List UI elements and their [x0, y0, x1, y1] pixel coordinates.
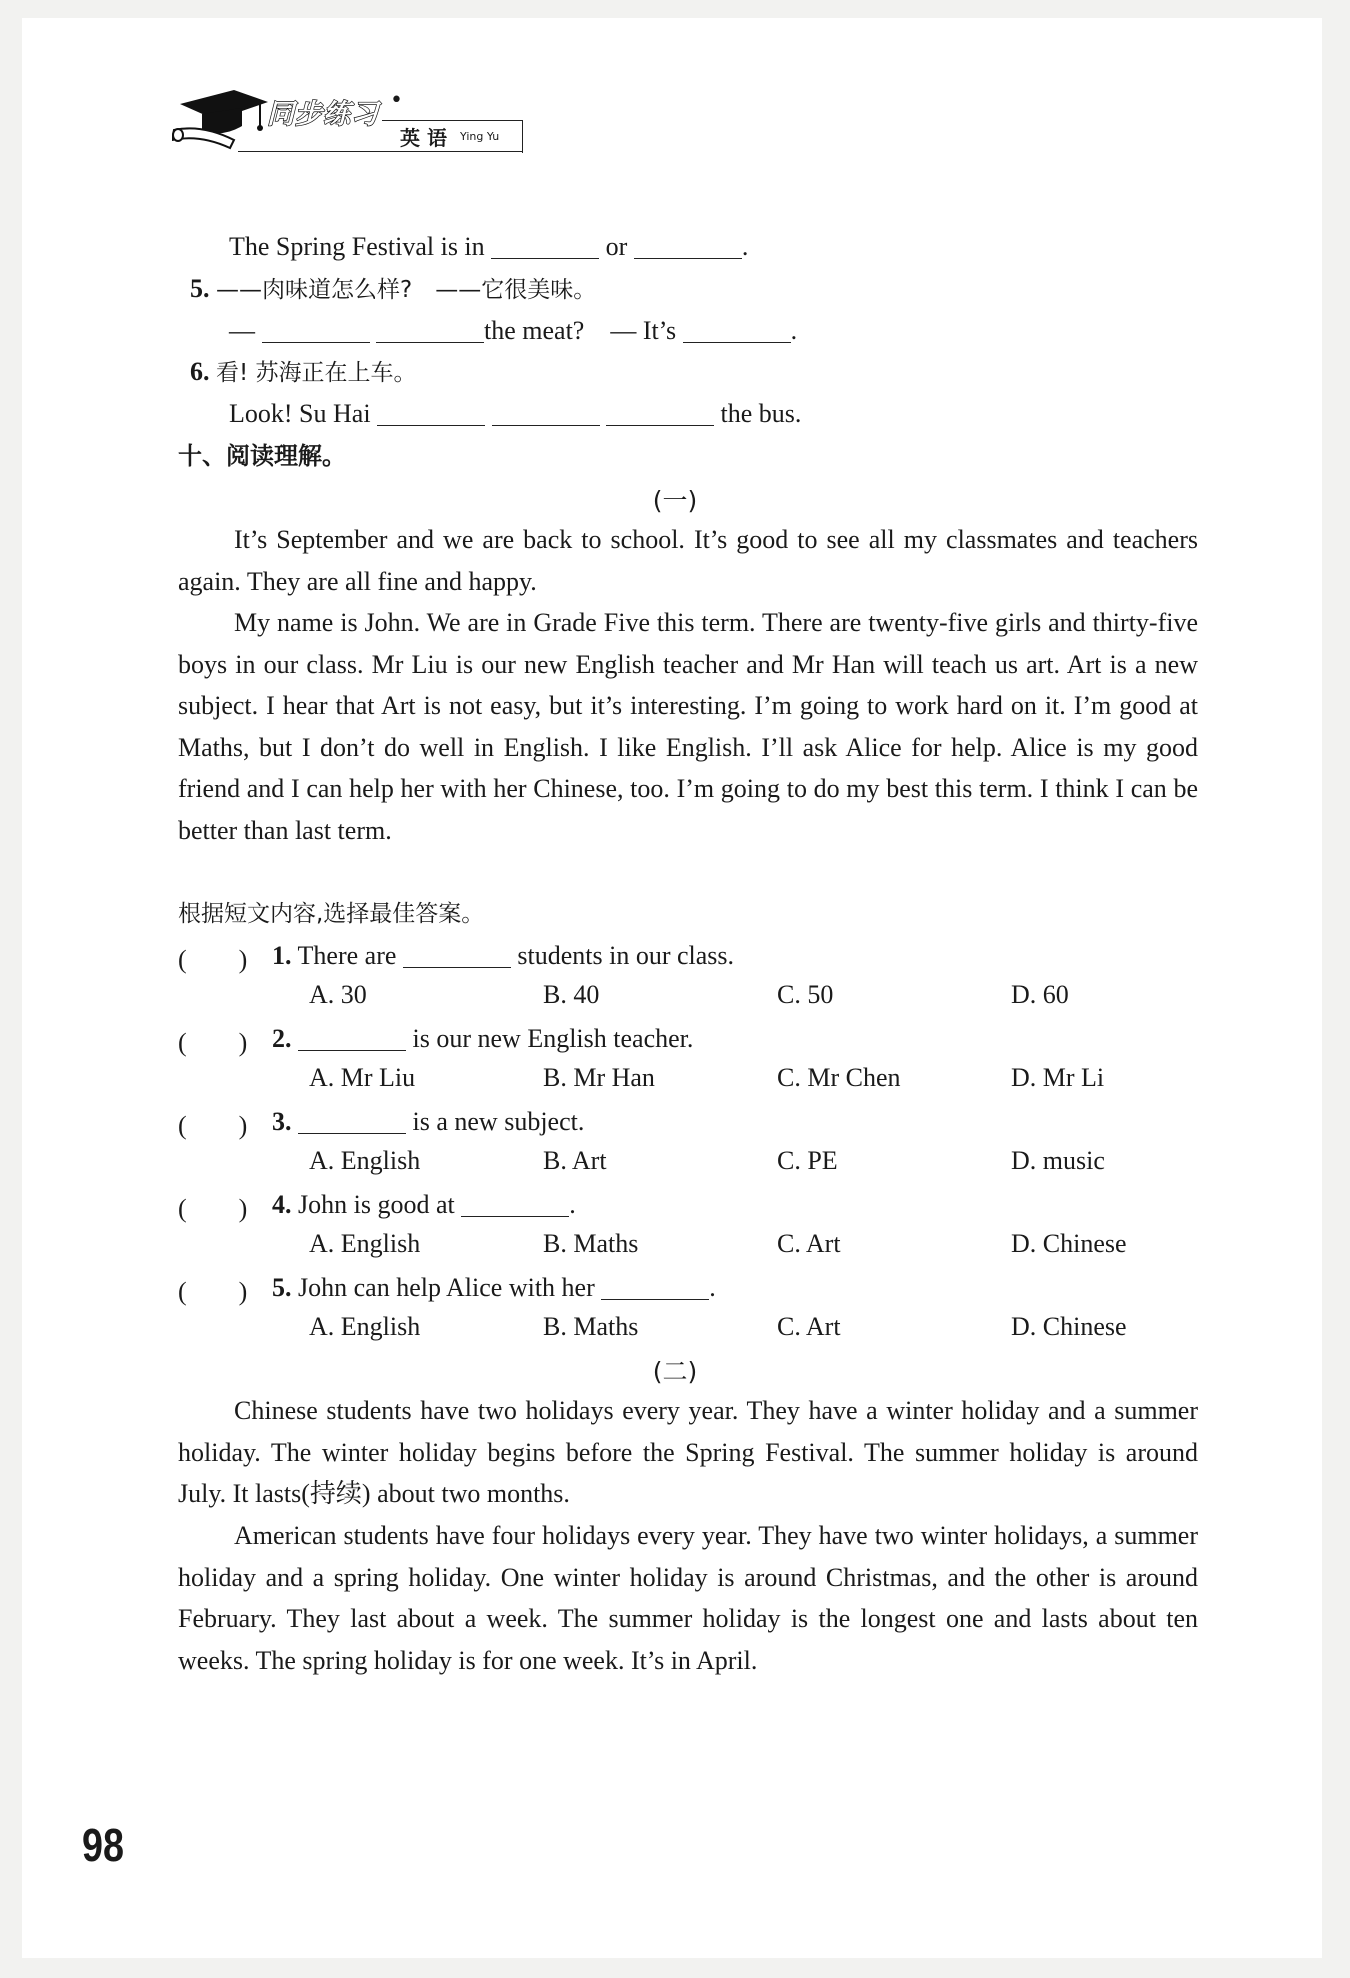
answer-paren[interactable]: ( ): [178, 1277, 248, 1306]
answer-blank: [298, 1024, 406, 1051]
answer-blank[interactable]: [606, 399, 714, 426]
option-b[interactable]: B. Maths: [543, 1312, 639, 1341]
option-c[interactable]: C. 50: [777, 980, 834, 1009]
instruction: 根据短文内容,选择最佳答案。: [178, 901, 485, 927]
section-title: 十、阅读理解。: [178, 442, 346, 470]
question-5-prompt: 5. ——肉味道怎么样? ——它很美味。: [190, 274, 597, 303]
passage-2-paragraph-1: Chinese students have two holidays every year. They have a winter holiday and a summer holiday. The winter holiday begins before the Spring Festival. The summer holiday is around July. It lasts(持续) about two months.: [178, 1396, 1198, 1508]
answer-blank[interactable]: [492, 399, 600, 426]
answer-blank: [403, 941, 511, 968]
header-rule: [238, 151, 522, 152]
option-d[interactable]: D. Mr Li: [1011, 1063, 1105, 1092]
option-a[interactable]: A. 30: [309, 980, 367, 1009]
question-5-line: — the meat? — It’s .: [229, 316, 798, 345]
header-dot: •: [390, 88, 403, 113]
option-d[interactable]: D. Chinese: [1011, 1229, 1127, 1258]
graduation-cap-icon: [172, 86, 272, 156]
option-a[interactable]: A. English: [309, 1312, 421, 1341]
option-c[interactable]: C. Art: [777, 1312, 841, 1341]
answer-paren[interactable]: ( ): [178, 1111, 248, 1140]
option-c[interactable]: C. Mr Chen: [777, 1063, 901, 1092]
answer-blank: [461, 1190, 569, 1217]
answer-paren[interactable]: ( ): [178, 945, 248, 974]
option-b[interactable]: B. Art: [543, 1146, 607, 1175]
answer-paren[interactable]: ( ): [178, 1194, 248, 1223]
option-d[interactable]: D. Chinese: [1011, 1312, 1127, 1341]
answer-blank[interactable]: [683, 316, 791, 343]
answer-blank: [298, 1107, 406, 1134]
passage-2-label: (二): [652, 1357, 698, 1386]
option-d[interactable]: D. 60: [1011, 980, 1069, 1009]
passage-1-paragraph-1: It’s September and we are back to school. It’s good to see all my classmates and teachers again. They are all fine and happy.: [178, 525, 1198, 596]
answer-blank[interactable]: [376, 316, 484, 343]
option-b[interactable]: B. Mr Han: [543, 1063, 655, 1092]
exercise-line: The Spring Festival is in or .: [229, 232, 749, 261]
answer-blank[interactable]: [262, 316, 370, 343]
page-number: 98: [82, 1819, 124, 1871]
answer-blank[interactable]: [491, 232, 599, 259]
subject-label: 英 语: [400, 126, 447, 150]
subject-pinyin: Ying Yu: [460, 130, 500, 143]
option-b[interactable]: B. 40: [543, 980, 600, 1009]
book-header: [172, 86, 532, 160]
question-6-prompt: 6. 看! 苏海正在上车。: [190, 357, 417, 386]
option-c[interactable]: C. Art: [777, 1229, 841, 1258]
passage-1-label: (一): [652, 486, 698, 515]
passage-1-paragraph-2: My name is John. We are in Grade Five this term. There are twenty-five girls and thirty-five boys in our class. Mr Liu is our new English teacher and Mr Han will teach us art. Art is a new subject. I hear that Art is not easy, but it’s interesting. I’m going to work hard on it. I’m good at Maths, but I don’t do well in English. I like English. I’ll ask Alice for help. Alice is my good friend and I can help her with her Chinese, too. I’m going to do my best this term. I think I can be better than last term.: [178, 608, 1198, 845]
answer-blank: [601, 1273, 709, 1300]
option-a[interactable]: A. Mr Liu: [309, 1063, 416, 1092]
option-c[interactable]: C. PE: [777, 1146, 838, 1175]
option-a[interactable]: A. English: [309, 1229, 421, 1258]
answer-paren[interactable]: ( ): [178, 1028, 248, 1057]
option-b[interactable]: B. Maths: [543, 1229, 639, 1258]
series-title: 同步练习: [267, 99, 379, 130]
question-6-line: Look! Su Hai the bus.: [229, 399, 802, 428]
passage-2-paragraph-2: American students have four holidays every year. They have two winter holidays, a summer holiday and a spring holiday. One winter holiday is around Christmas, and the other is around February. They last about a week. The summer holiday is the longest one and lasts about ten weeks. The spring holiday is for one week. It’s in April.: [178, 1521, 1198, 1675]
answer-blank[interactable]: [377, 399, 485, 426]
option-a[interactable]: A. English: [309, 1146, 421, 1175]
option-d[interactable]: D. music: [1011, 1146, 1105, 1175]
answer-blank[interactable]: [634, 232, 742, 259]
